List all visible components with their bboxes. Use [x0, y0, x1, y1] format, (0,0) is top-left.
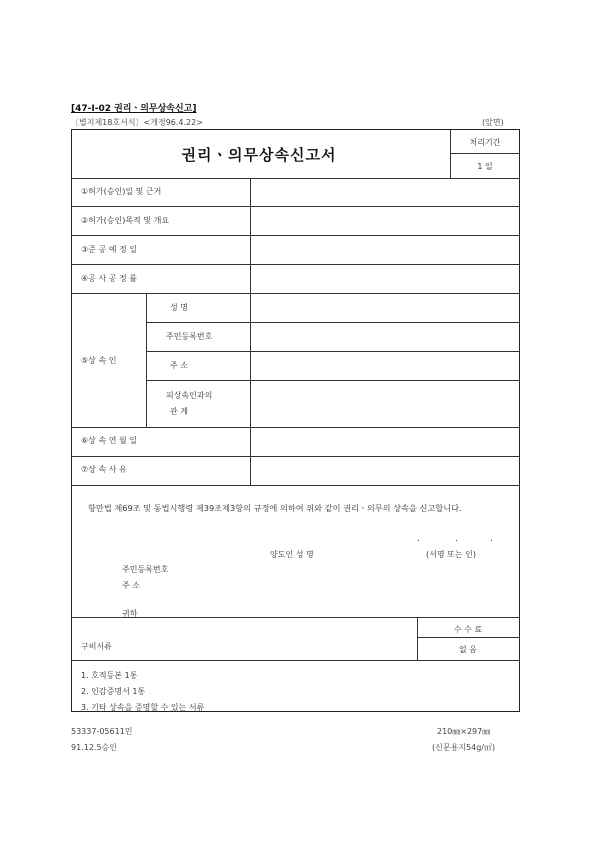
heir-address-label: 주 소 — [170, 361, 188, 370]
declaration-text: 항만법 제69조 및 동법시행령 제39조제3항의 규정에 의하여 위와 같이 권리ㆍ의무의 상속을 신고합니다. — [88, 503, 462, 513]
declarant-address-label: 주 소 — [122, 581, 140, 590]
divider — [450, 153, 520, 154]
date-mark-year: . — [417, 534, 420, 544]
divider — [146, 293, 147, 427]
heir-relation-label-2: 관 계 — [170, 407, 188, 416]
heir-relation-label: 피상속인과의 — [166, 391, 213, 400]
front-side-label: (앞면) — [482, 118, 504, 127]
divider — [72, 427, 520, 428]
divider — [146, 351, 520, 352]
permit-date-label: ①허가(승인)일 및 근거 — [81, 187, 162, 196]
processing-period-value: 1 일 — [477, 162, 493, 171]
divider — [250, 178, 251, 485]
date-mark-month: . — [455, 534, 458, 544]
annex-label: 〔별지제18호서식〕<개정96.4.22> — [71, 118, 203, 127]
divider — [72, 485, 520, 486]
inheritance-reason-label: ⑦상 속 사 유 — [81, 465, 127, 474]
fee-label: 수 수 료 — [453, 625, 483, 634]
divider — [72, 206, 520, 207]
divider — [72, 660, 520, 661]
heir-label: ⑤상 속 인 — [81, 356, 117, 365]
doc-item: 1. 호적등본 1통 — [81, 671, 138, 680]
heir-name-label: 성 명 — [170, 303, 188, 312]
divider — [417, 637, 520, 638]
paper-type: (신문용지54g/㎡) — [432, 743, 496, 752]
signature-label: (서명 또는 인) — [426, 550, 476, 559]
divider — [72, 293, 520, 294]
processing-period-label: 처리기간 — [469, 138, 501, 147]
approval-date: 91.12.5승인 — [71, 743, 117, 752]
divider — [72, 178, 520, 179]
date-mark-day: . — [490, 534, 493, 544]
inheritance-date-label: ⑥상 속 연 월 일 — [81, 436, 137, 445]
doc-item: 3. 기타 상속을 증명할 수 있는 서류 — [81, 703, 205, 712]
divider — [72, 617, 520, 618]
progress-rate-label: ④공 사 공 정 률 — [81, 274, 137, 283]
heir-rrn-label: 주민등록번호 — [166, 332, 213, 341]
divider — [72, 456, 520, 457]
divider — [146, 322, 520, 323]
divider — [72, 235, 520, 236]
completion-date-label: ③준 공 예 정 일 — [81, 245, 137, 254]
transferor-name-label: 양도인 성 명 — [270, 550, 314, 559]
doc-item: 2. 인감증명서 1통 — [81, 687, 146, 696]
permit-purpose-label: ②허가(승인)목적 및 개요 — [81, 216, 170, 225]
divider — [146, 380, 520, 381]
divider — [72, 264, 520, 265]
form-title: 권리ㆍ의무상속신고서 — [181, 146, 337, 164]
required-docs-label: 구비서류 — [81, 642, 112, 651]
fee-value: 없 음 — [459, 645, 477, 654]
addressee-label: 귀하 — [122, 609, 138, 618]
declarant-rrn-label: 주민등록번호 — [122, 565, 169, 574]
paper-size: 210㎜×297㎜ — [437, 727, 491, 736]
form-code: 53337-05611민 — [71, 727, 133, 736]
form-number: [47-Ⅰ-02 권리ㆍ의무상속신고] — [71, 104, 197, 114]
